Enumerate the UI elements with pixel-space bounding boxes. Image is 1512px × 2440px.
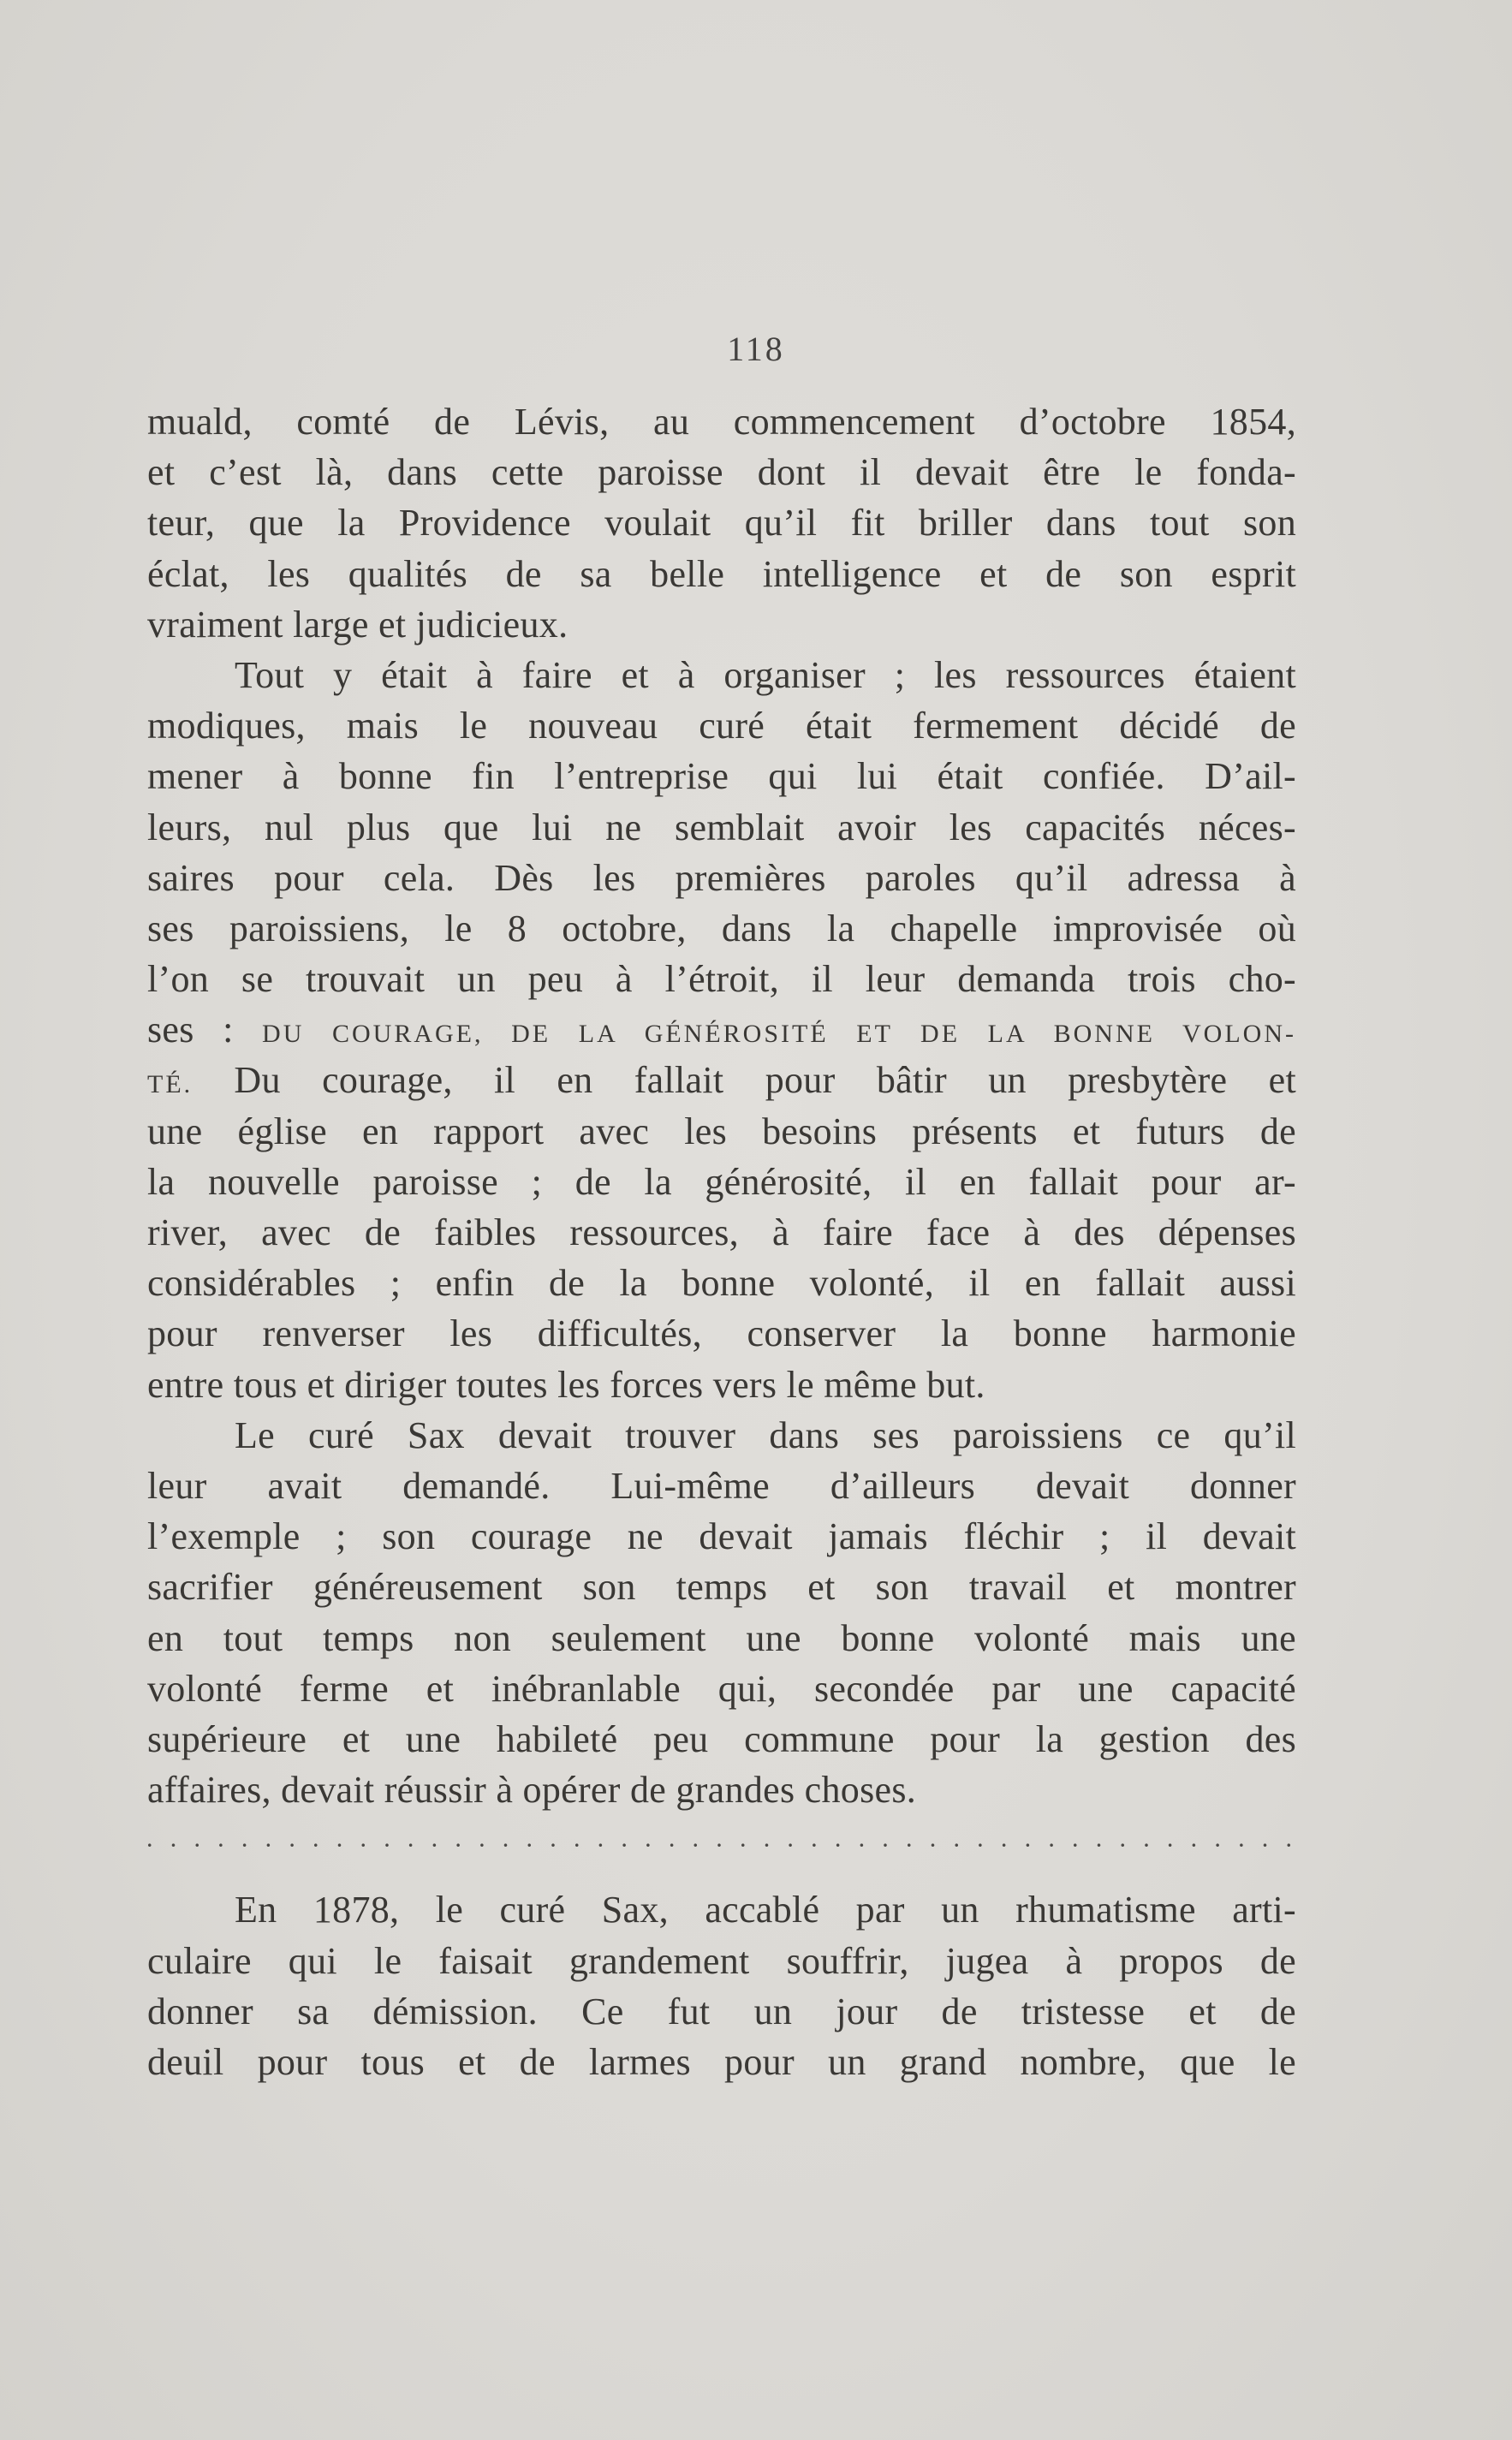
text-line: leur avait demandé. Lui-même d’ailleurs devait donner: [147, 1464, 1296, 1507]
text-line: leurs, nul plus que lui ne semblait avoir les capacités néces-: [147, 806, 1296, 848]
small-caps-phrase: TÉ.: [147, 1070, 193, 1099]
text-line: éclat, les qualités de sa belle intelligence et de son esprit: [147, 552, 1296, 595]
text-line: vraiment large et judicieux.: [147, 603, 568, 646]
text-line: une église en rapport avec les besoins présents et futurs de: [147, 1110, 1296, 1152]
text-line: et c’est là, dans cette paroisse dont il devait être le fonda-: [147, 451, 1296, 494]
text-line: l’exemple ; son courage ne devait jamais fléchir ; il devait: [147, 1515, 1296, 1558]
text-line: en tout temps non seulement une bonne volonté mais une: [147, 1616, 1296, 1659]
text-line: donner sa démission. Ce fut un jour de tristesse et de: [147, 1990, 1296, 2032]
text-line: [147, 1004, 1296, 1055]
text-line: muald, comté de Lévis, au commencement d’octobre 1854,: [147, 401, 1296, 443]
text-line: [147, 1055, 1296, 1105]
text-line: Le curé Sax devait trouver dans ses paroissiens ce qu’il: [235, 1413, 1296, 1456]
text-line: supérieure et une habileté peu commune pour la gestion des: [147, 1717, 1296, 1760]
text-line: l’on se trouvait un peu à l’étroit, il leur demanda trois cho-: [147, 958, 1296, 1001]
text-line: considérables ; enfin de la bonne volonté, il en fallait aussi: [147, 1262, 1296, 1305]
small-caps-phrase: DU COURAGE, DE LA GÉNÉROSITÉ ET DE LA BONNE VOLON-: [262, 1020, 1296, 1049]
text-line: entre tous et diriger toutes les forces vers le même but.: [147, 1363, 985, 1406]
text-line: En 1878, le curé Sax, accablé par un rhumatisme arti-: [235, 1889, 1296, 1931]
dotted-separator: . . . . . . . . . . . . . . . . . . . . . . . . . . . . . . . . . . . . . . . . . . . . . . . . .: [147, 1830, 1296, 1852]
text-segment: Du courage, il en fallait pour bâtir un presbytère et: [193, 1059, 1296, 1102]
text-line: mener à bonne fin l’entreprise qui lui était confiée. D’ail-: [147, 755, 1296, 798]
text-line: ses paroissiens, le 8 octobre, dans la chapelle improvisée où: [147, 907, 1296, 949]
spacer: [147, 1866, 1296, 1884]
text-line: river, avec de faibles ressources, à faire face à des dépenses: [147, 1211, 1296, 1253]
page-number: 118: [727, 330, 785, 368]
text-line: affaires, devait réussir à opérer de grandes choses.: [147, 1769, 917, 1812]
text-line: pour renverser les difficultés, conserver la bonne harmonie: [147, 1312, 1296, 1355]
text-line: culaire qui le faisait grandement souffrir, jugea à propos de: [147, 1939, 1296, 1982]
text-segment: ses :: [147, 1009, 263, 1051]
text-line: modiques, mais le nouveau curé était fermement décidé de: [147, 705, 1296, 747]
body-text: [147, 396, 1296, 2087]
text-line: deuil pour tous et de larmes pour un grand nombre, que le: [147, 2041, 1296, 2083]
text-line: sacrifier généreusement son temps et son travail et montrer: [147, 1566, 1296, 1609]
text-line: teur, que la Providence voulait qu’il fit briller dans tout son: [147, 502, 1296, 545]
text-line: Tout y était à faire et à organiser ; les ressources étaient: [235, 653, 1296, 696]
text-line: la nouvelle paroisse ; de la générosité, il en fallait pour ar-: [147, 1160, 1296, 1203]
text-line: volonté ferme et inébranlable qui, secondée par une capacité: [147, 1667, 1296, 1710]
text-line: saires pour cela. Dès les premières paroles qu’il adressa à: [147, 856, 1296, 899]
